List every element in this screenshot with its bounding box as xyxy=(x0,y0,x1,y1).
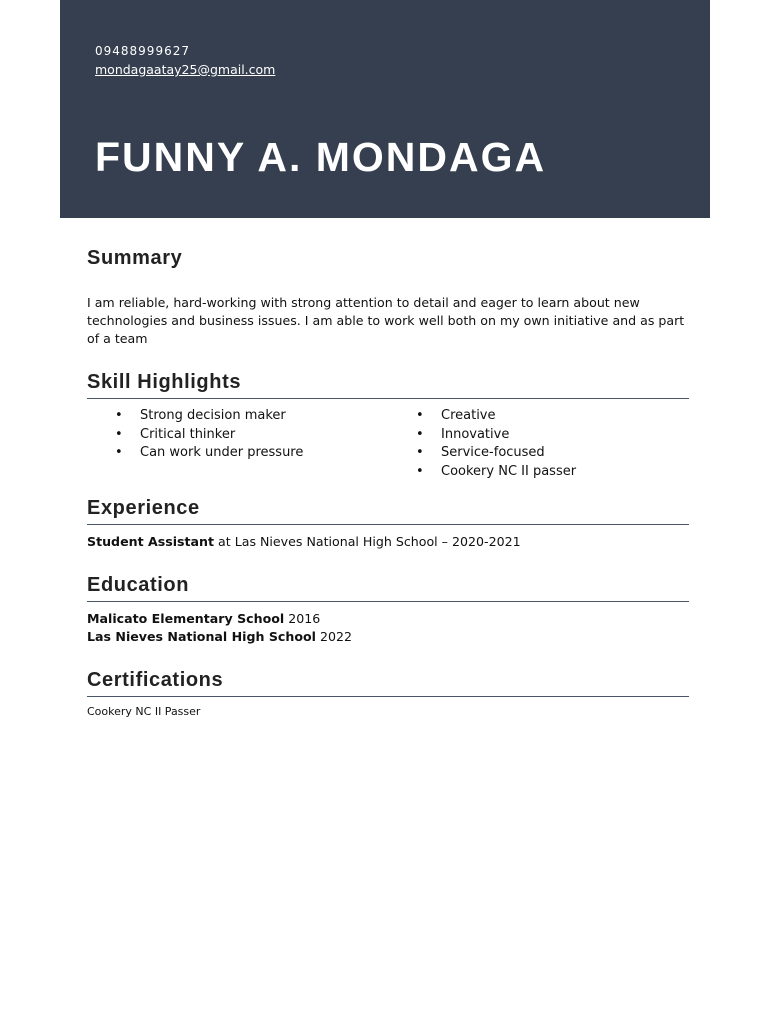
certifications-heading: Certifications xyxy=(87,669,224,691)
list-item xyxy=(416,407,576,426)
skill-label: Strong decision maker xyxy=(140,408,286,423)
bullet-icon: • xyxy=(115,408,123,423)
skills-heading: Skill Highlights xyxy=(87,371,242,393)
bullet-icon: • xyxy=(416,463,424,479)
education-divider xyxy=(87,601,689,602)
education-year: 2022 xyxy=(315,629,353,644)
skills-list-right xyxy=(416,407,576,481)
experience-heading: Experience xyxy=(87,497,200,519)
bullet-icon: • xyxy=(416,445,424,460)
skills-divider xyxy=(87,398,689,399)
summary-text: I am reliable, hard-working with strong attention to detail and eager to learn about new technologies and business issues. I am able to work well both on my own initiative and as part of a team xyxy=(87,295,685,346)
list-item xyxy=(115,444,303,463)
bullet-icon: • xyxy=(416,408,424,423)
email-link[interactable]: mondagaatay25@gmail.com xyxy=(95,62,276,77)
skill-label: Service-focused xyxy=(441,445,545,460)
candidate-name: FUNNY A. MONDAGA xyxy=(95,134,547,180)
experience-detail: at Las Nieves National High School – 2020-2021 xyxy=(214,534,521,549)
list-item xyxy=(416,463,576,482)
resume-header xyxy=(60,0,710,218)
skill-label: Cookery NC II passer xyxy=(441,463,577,479)
experience-entry xyxy=(87,534,521,549)
skill-label: Creative xyxy=(441,408,496,423)
skill-label: Can work under pressure xyxy=(140,445,304,460)
list-item xyxy=(416,426,576,445)
education-year: 2016 xyxy=(284,611,321,626)
bullet-icon: • xyxy=(115,445,123,460)
education-school: Malicato Elementary School xyxy=(87,611,285,626)
bullet-icon: • xyxy=(115,426,123,442)
list-item xyxy=(416,444,576,463)
list-item xyxy=(115,426,303,445)
skill-label: Critical thinker xyxy=(140,426,236,442)
certifications-divider xyxy=(87,696,689,697)
education-entry xyxy=(87,611,320,626)
education-entry xyxy=(87,629,352,644)
bullet-icon: • xyxy=(416,426,424,442)
phone-number: 09488999627 xyxy=(95,44,190,58)
education-heading: Education xyxy=(87,574,190,596)
list-item xyxy=(115,407,303,426)
summary-heading: Summary xyxy=(87,247,183,269)
experience-divider xyxy=(87,524,689,525)
certification-entry: Cookery NC II Passer xyxy=(87,705,201,718)
skills-list-left xyxy=(115,407,303,463)
education-school: Las Nieves National High School xyxy=(87,629,316,644)
experience-role: Student Assistant xyxy=(87,534,215,549)
skill-label: Innovative xyxy=(441,426,510,442)
